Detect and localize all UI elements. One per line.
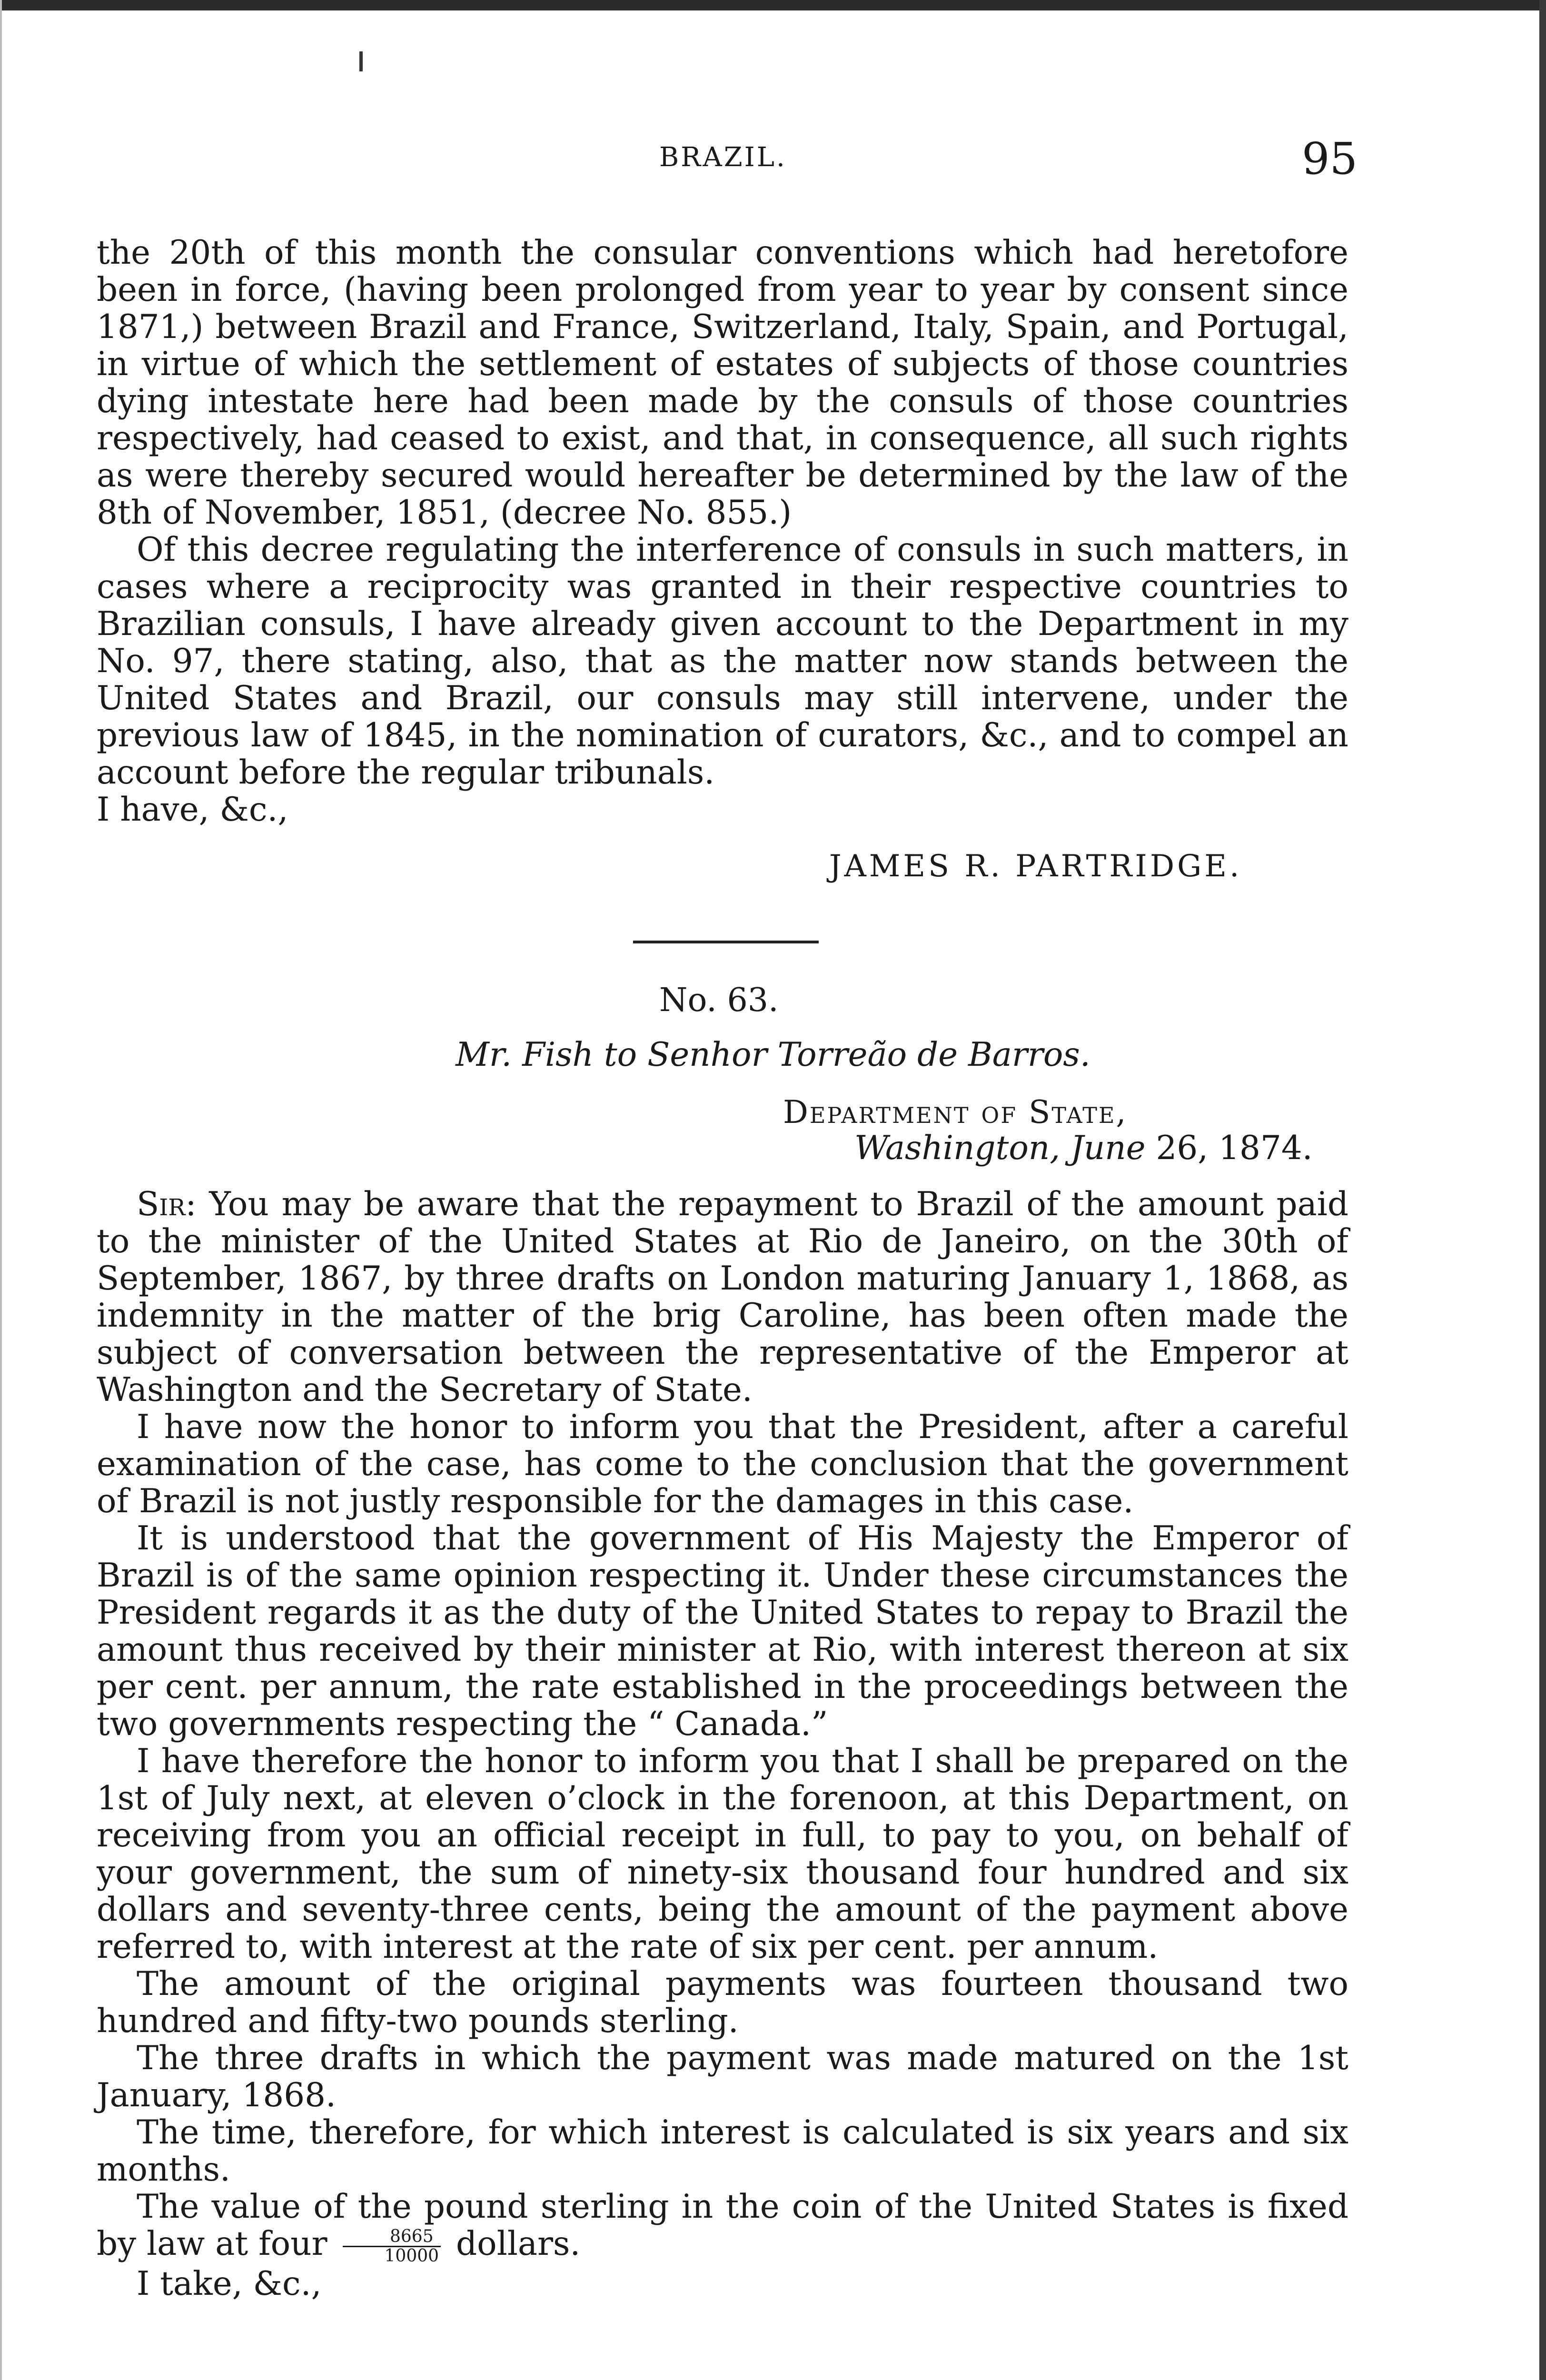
paragraph-text: You may be aware that the repayment to Brazil of the amount paid to the minister of the United States at Rio de Janeiro, on the 30th of September, 1867, by three drafts on London maturing January 1, 1868, as indemnity in the matter of the brig Caroline, has been often made the subject of conversation between the representative of the Emperor at Washington and the Secretary of State.: [97, 1185, 1348, 1409]
paragraph-text: The value of the pound sterling in the coin of the United States is fixed by law at four: [97, 2188, 1348, 2263]
letter2-body: [97, 1186, 1348, 2302]
paragraph: It is understood that the government of His Majesty the Emperor of Brazil is of the same opinion respecting it. Under these circumstances the President regards it as the duty of the United States to repay to Brazil the amount thus received by their minister at Rio, with interest thereon at six per cent. per annum, the rate established in the proceedings between the two governments respecting the “ Canada.”: [97, 1519, 1348, 1743]
fraction-numerator: 8665: [343, 2228, 441, 2247]
paragraph: the 20th of this month the consular conventions which had heretofore been in force, (having been prolonged from year to year by consent since 1871,) between Brazil and France, Switzerland, Italy, Spain, and Portugal, in virtue of which the settlement of estates of subjects of those countries dying intestate here had been made by the consuls of those countries respectively, had ceased to exist, and that, in consequence, all such rights as were thereby secured would hereafter be determined by the law of the 8th of November, 1851, (decree No. 855.): [97, 234, 1348, 532]
document-title: Mr. Fish to Senhor Torreão de Barros.: [456, 1036, 1090, 1074]
dateline: [854, 1129, 1313, 1167]
salutation: Sir:: [137, 1185, 197, 1223]
signature-partridge: JAMES R. PARTRIDGE.: [829, 849, 1242, 884]
paragraph-text: dollars.: [456, 2225, 581, 2263]
page-right-edge: [1539, 0, 1546, 2380]
paragraph: The time, therefore, for which interest is calculated is six years and six months.: [97, 2113, 1348, 2189]
paragraph: The amount of the original payments was fourteen thousand two hundred and fifty-two pounds sterling.: [97, 1965, 1348, 2040]
closing: I take, &c.,: [137, 2264, 322, 2303]
fraction: [343, 2228, 441, 2265]
place: Washington,: [854, 1129, 1060, 1167]
paragraph: I have therefore the honor to inform you that I shall be prepared on the 1st of July next, at eleven o’clock in the forenoon, at this Department, on receiving from you an official receipt in full, to pay to you, on behalf of your government, the sum of ninety-six thousand four hundred and six dollars and seventy-three cents, being the amount of the payment above referred to, with interest at the rate of six per cent. per annum.: [97, 1742, 1348, 1966]
running-head: BRAZIL.: [659, 142, 787, 173]
date-rest: 26, 1874.: [1156, 1129, 1313, 1167]
paragraph: I have now the honor to inform you that the President, after a careful examination of the case, has come to the conclusion that the government of Brazil is not justly responsible for the damages in this case.: [97, 1408, 1348, 1520]
document-number: No. 63.: [659, 982, 779, 1019]
stray-mark: [359, 51, 363, 71]
paragraph: The three drafts in which the payment was made matured on the 1st January, 1868.: [97, 2039, 1348, 2114]
paragraph: Of this decree regulating the interference of consuls in such matters, in cases where a reciprocity was granted in their respective countries to Brazilian consuls, I have already given account to the Department in my No. 97, there stating, also, that as the matter now stands between the United States and Brazil, our consuls may still intervene, under the previous law of 1845, in the nomination of curators, &c., and to compel an account before the regular tribunals.: [97, 531, 1348, 792]
section-divider: [633, 941, 819, 943]
paragraph: [97, 1186, 1348, 1408]
paragraph: [97, 2188, 1348, 2265]
department-heading: Department of State,: [783, 1094, 1128, 1130]
fraction-denominator: 10000: [384, 2246, 439, 2266]
page-top-edge: [0, 0, 1546, 10]
date-month: June: [1070, 1129, 1146, 1167]
closing: I have, &c.,: [97, 791, 288, 829]
page-number: 95: [1302, 133, 1358, 184]
page-left-edge: [0, 0, 2, 2380]
letter1-body: [97, 234, 1348, 828]
